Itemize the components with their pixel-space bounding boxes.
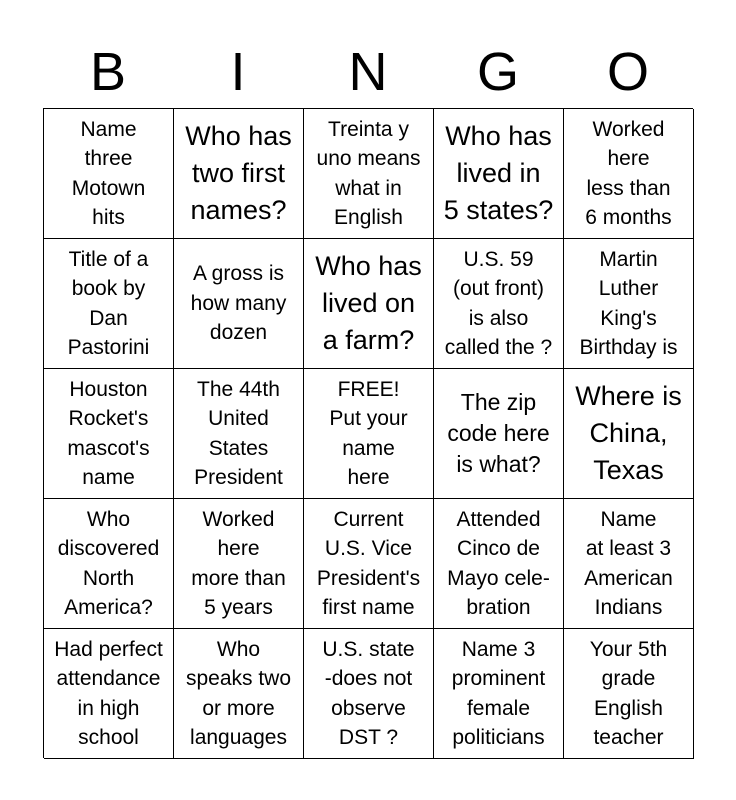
bingo-cell[interactable]	[44, 629, 174, 759]
cell-text: The zip code here is what?	[447, 389, 550, 477]
cell-text: Where is China, Texas	[575, 381, 682, 485]
cell-text: Martin Luther King's Birthday is	[579, 247, 678, 359]
cell-text: Worked here less than 6 months	[585, 117, 672, 229]
cell-text: Worked here more than 5 years	[191, 507, 286, 619]
bingo-board	[43, 108, 693, 758]
cell-text: U.S. state -does not observe DST ?	[322, 637, 415, 749]
header-letter-o: O	[606, 42, 649, 102]
bingo-cell[interactable]	[174, 629, 304, 759]
bingo-cell[interactable]	[44, 239, 174, 369]
bingo-cell[interactable]	[564, 499, 694, 629]
cell-text: Who has lived on a farm?	[315, 251, 422, 355]
cell-text: The 44th United States President	[194, 377, 283, 489]
cell-text: Who has lived in 5 states?	[443, 121, 554, 225]
cell-text: Had perfect attendance in high school	[54, 637, 163, 749]
cell-text: FREE! Put your name here	[329, 377, 408, 489]
bingo-cell[interactable]	[564, 369, 694, 499]
header-letter-n: N	[348, 42, 388, 102]
cell-text: Your 5th grade English teacher	[589, 637, 668, 749]
bingo-cell[interactable]	[304, 239, 434, 369]
cell-text: Who has two first names?	[185, 121, 292, 225]
bingo-cell[interactable]	[434, 499, 564, 629]
bingo-cell[interactable]	[174, 499, 304, 629]
cell-text: Title of a book by Dan Pastorini	[67, 247, 150, 359]
bingo-cell[interactable]	[174, 369, 304, 499]
header-letter-g: G	[476, 42, 519, 102]
bingo-cell[interactable]	[44, 109, 174, 239]
cell-text: Name 3 prominent female politicians	[451, 637, 546, 749]
cell-text: Name three Motown hits	[71, 117, 146, 229]
bingo-header	[43, 40, 693, 104]
bingo-cell[interactable]	[304, 629, 434, 759]
bingo-cell[interactable]	[304, 109, 434, 239]
bingo-cell[interactable]	[434, 629, 564, 759]
bingo-cell[interactable]	[44, 499, 174, 629]
cell-text: U.S. 59 (out front) is also called the ?	[444, 247, 553, 359]
bingo-cell[interactable]	[564, 109, 694, 239]
bingo-cell[interactable]	[174, 239, 304, 369]
bingo-cell[interactable]	[304, 499, 434, 629]
cell-text: A gross is how many dozen	[190, 262, 287, 345]
cell-text: Who speaks two or more languages	[185, 637, 292, 749]
bingo-cell[interactable]	[434, 109, 564, 239]
bingo-cell-free[interactable]	[304, 369, 434, 499]
bingo-cell[interactable]	[434, 369, 564, 499]
bingo-cell[interactable]	[434, 239, 564, 369]
cell-text: Name at least 3 American Indians	[584, 507, 673, 619]
bingo-cell[interactable]	[44, 369, 174, 499]
header-letter-i: I	[230, 42, 246, 102]
cell-text: Houston Rocket's mascot's name	[67, 377, 150, 489]
header-letter-b: B	[89, 42, 127, 102]
bingo-cell[interactable]	[174, 109, 304, 239]
cell-text: Treinta y uno means what in English	[316, 117, 421, 229]
cell-text: Current U.S. Vice President's first name	[316, 507, 421, 619]
cell-text: Who discovered North America?	[57, 507, 160, 619]
bingo-cell[interactable]	[564, 239, 694, 369]
bingo-cell[interactable]	[564, 629, 694, 759]
cell-text: Attended Cinco de Mayo cele- bration	[447, 507, 550, 619]
